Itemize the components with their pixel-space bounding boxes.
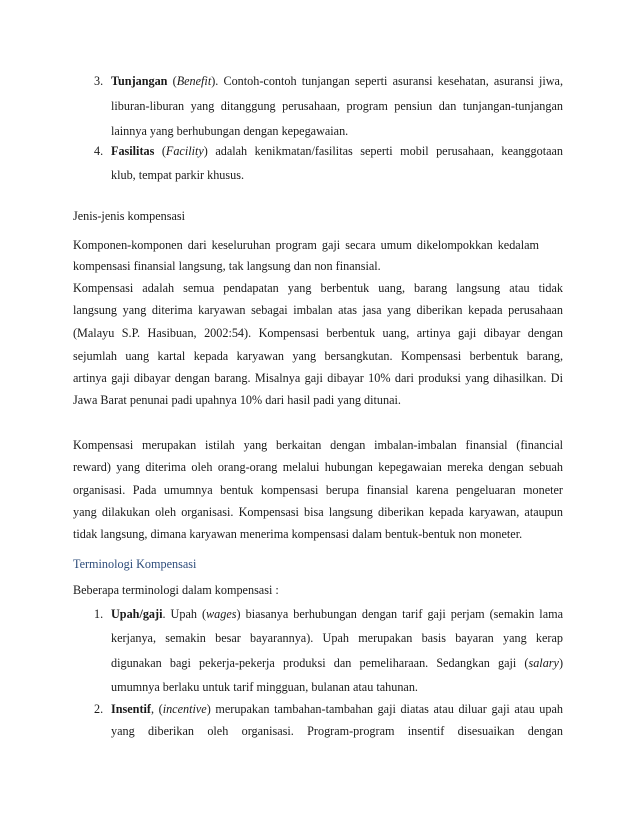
section-heading: Jenis-jenis kompensasi bbox=[73, 209, 186, 223]
term-bold: Insentif bbox=[111, 702, 151, 716]
list-number: 1. bbox=[94, 607, 104, 621]
list-item-line: Fasilitas (Facility) adalah kenikmatan/fasilitas seperti mobil perusahaan, keanggotaan bbox=[111, 144, 563, 158]
list-item-line: yang diberikan oleh organisasi. Program-program insentif disesuaikan dengan bbox=[111, 724, 563, 738]
list-number: 3. bbox=[94, 74, 104, 88]
paragraph-line: artinya gaji dibayar dengan barang. Misalnya gaji dibayar 10% dari produksi yang dihasilkan. Di bbox=[73, 371, 563, 385]
paragraph-line: langsung yang diterima karyawan sebagai imbalan atas jasa yang diberikan kepada perusahaan bbox=[73, 303, 563, 317]
list-item-line: Tunjangan (Benefit). Contoh-contoh tunjangan seperti asuransi kesehatan, asuransi jiwa, bbox=[111, 74, 563, 88]
list-number: 2. bbox=[94, 702, 104, 716]
list-item-line: klub, tempat parkir khusus. bbox=[111, 168, 245, 182]
list-item-line: umumnya berlaku untuk tarif mingguan, bulanan atau tahunan. bbox=[111, 680, 418, 694]
list-item-line: kerjanya, semakin besar bayarannya). Upah merupakan basis bayaran yang kerap bbox=[111, 631, 563, 645]
paragraph-line: Jawa Barat penunai padi upahnya 10% dari hasil padi yang ditunai. bbox=[73, 393, 401, 407]
term-english: Benefit bbox=[176, 74, 212, 88]
term-english: salary bbox=[528, 656, 559, 670]
term-bold: Fasilitas bbox=[111, 144, 155, 158]
term-bold: Upah/gaji bbox=[111, 607, 163, 621]
list-item-line: Upah/gaji. Upah (wages) biasanya berhubungan dengan tarif gaji perjam (semakin lama bbox=[111, 607, 563, 621]
paragraph-line: yang dilakukan oleh organisasi. Kompensasi bisa langsung diberikan kepada karyawan, ataupun bbox=[73, 505, 563, 519]
paragraph-line: tidak langsung, dimana karyawan menerima kompensasi dalam bentuk-bentuk non moneter. bbox=[73, 527, 523, 541]
section-heading: Terminologi Kompensasi bbox=[73, 557, 197, 571]
paragraph-line: organisasi. Pada umumnya bentuk kompensasi berupa finansial karena pengeluaran moneter bbox=[73, 483, 563, 497]
paragraph-line: Beberapa terminologi dalam kompensasi : bbox=[73, 583, 279, 597]
term-english: Facility bbox=[165, 144, 204, 158]
paragraph-line: sejumlah uang kartal kepada karyawan yang bersangkutan. Kompensasi berbentuk barang, bbox=[73, 349, 563, 363]
list-item-line: digunakan bagi pekerja-pekerja produksi dan pemeliharaan. Sedangkan gaji (salary) bbox=[111, 656, 563, 670]
paragraph-line: reward) yang diterima oleh orang-orang melalui hubungan kepegawaian mereka dengan sebuah bbox=[73, 460, 563, 474]
paragraph-line: Kompensasi merupakan istilah yang berkaitan dengan imbalan-imbalan finansial (financial bbox=[73, 438, 563, 452]
term-english: wages bbox=[206, 607, 237, 621]
paragraph-line: kompensasi finansial langsung, tak langsung dan non finansial. bbox=[73, 259, 381, 273]
paragraph-line: Komponen-komponen dari keseluruhan program gaji secara umum dikelompokkan kedalam bbox=[73, 238, 539, 252]
list-item-line: Insentif, (incentive) merupakan tambahan-tambahan gaji diatas atau diluar gaji atau upah bbox=[111, 702, 563, 716]
list-item-line: lainnya yang berhubungan dengan kepegawaian. bbox=[111, 124, 349, 138]
term-bold: Tunjangan bbox=[111, 74, 168, 88]
paragraph-line: (Malayu S.P. Hasibuan, 2002:54). Kompensasi berbentuk uang, artinya gaji dibayar dengan bbox=[73, 326, 563, 340]
list-item-line: liburan-liburan yang ditanggung perusahaan, program pensiun dan tunjangan-tunjangan bbox=[111, 99, 563, 113]
term-english: incentive bbox=[162, 702, 207, 716]
list-number: 4. bbox=[94, 144, 104, 158]
paragraph-line: Kompensasi adalah semua pendapatan yang berbentuk uang, barang langsung atau tidak bbox=[73, 281, 563, 295]
